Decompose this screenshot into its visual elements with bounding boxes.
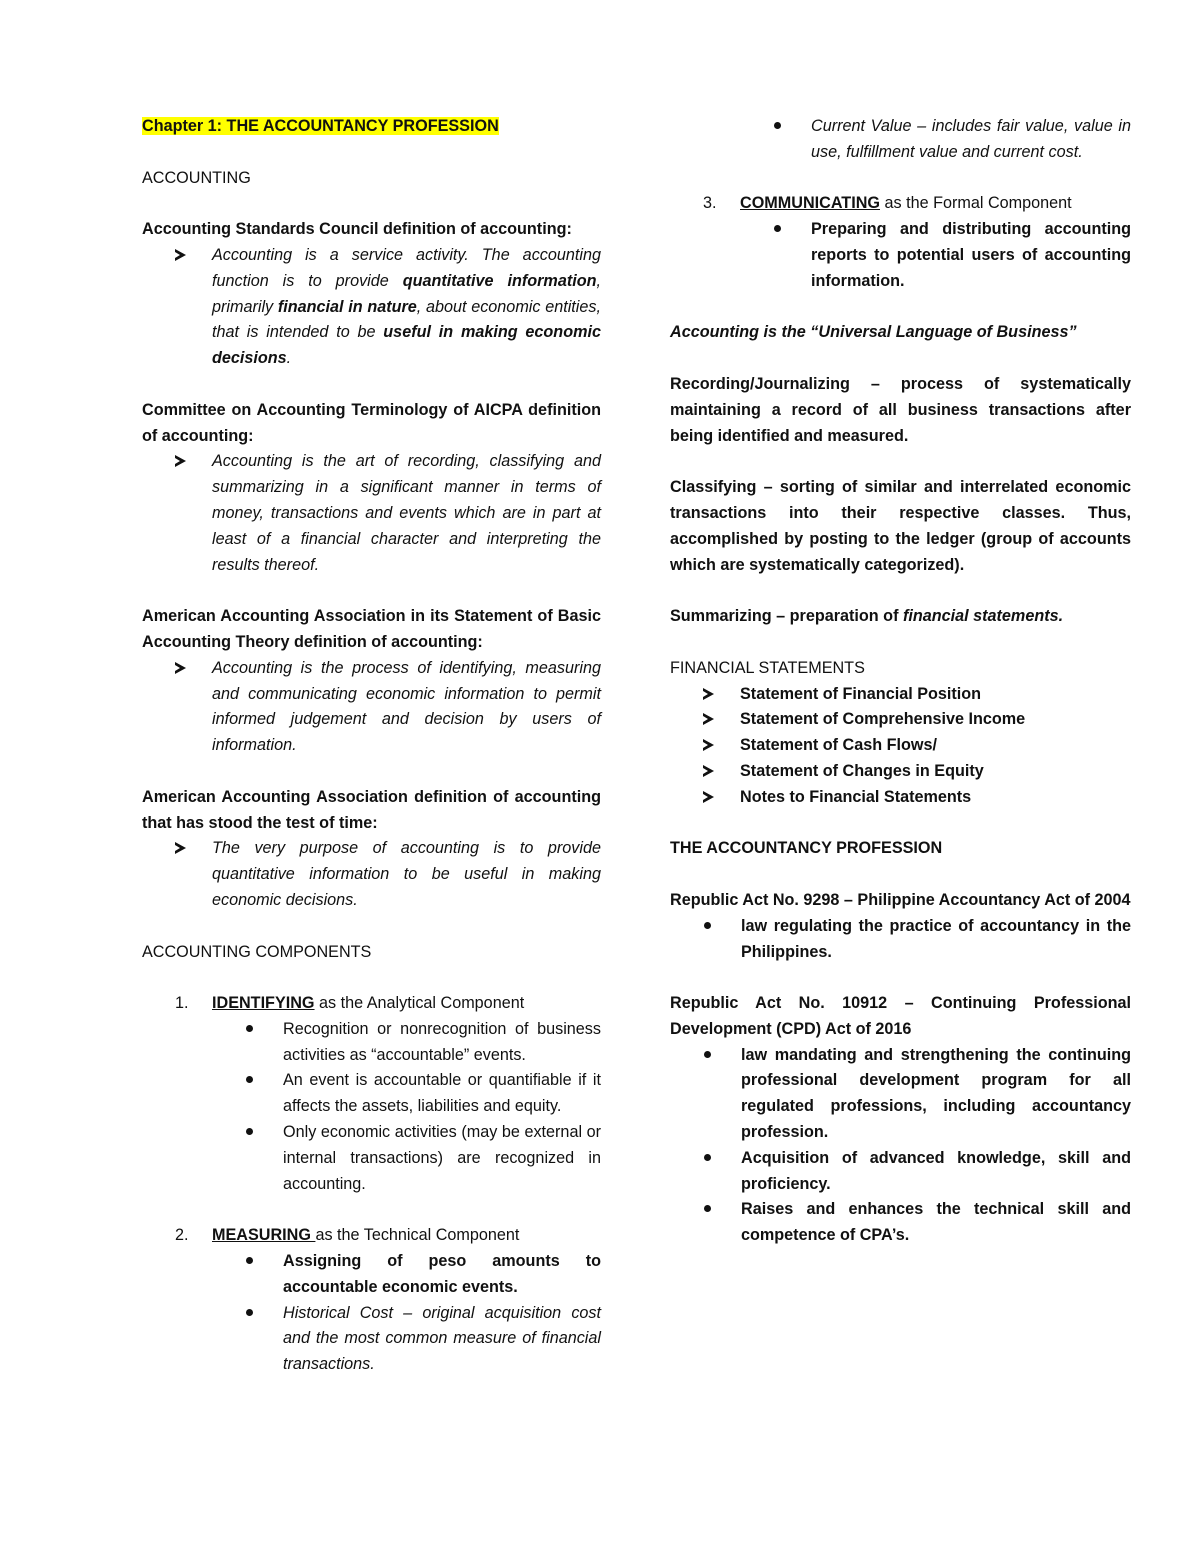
bullet-dot-icon	[774, 114, 781, 140]
list-item: law regulating the practice of accountancy in the Philippines.	[670, 914, 1131, 966]
aaa-definition-list	[142, 656, 601, 759]
component-1	[142, 991, 601, 1017]
recording-definition: Recording/Journalizing – process of systematically maintaining a record of all business transactions after being identified and measured.	[670, 374, 1131, 445]
list-item: Historical Cost – original acquisition cost and the most common measure of financial transactions.	[142, 1301, 601, 1378]
list-item: law mandating and strengthening the continuing professional development program for all regulated professions, including accountancy profession.	[670, 1043, 1131, 1146]
arrow-bullet-icon	[703, 682, 714, 708]
list-item: Assigning of peso amounts to accountable economic events.	[142, 1249, 601, 1301]
bullet-dot-icon	[704, 1197, 711, 1223]
arrow-bullet-icon	[703, 707, 714, 733]
bullet-dot-icon	[774, 217, 781, 243]
list-item: Accounting is the art of recording, classifying and summarizing in a significant manner in terms of money, transactions and events which are in part at least of a financial character and interpreting the results thereof.	[142, 449, 601, 578]
list-item: 2. MEASURING as the Technical Component	[175, 1226, 520, 1245]
aaa-test-of-time-heading: American Accounting Association definition of accounting that has stood the test of time:	[142, 787, 601, 832]
bullet-dot-icon	[246, 1017, 253, 1043]
component-3-bullets	[670, 217, 1131, 294]
bullet-dot-icon	[246, 1301, 253, 1327]
aaa-definition-heading: American Accounting Association in its Statement of Basic Accounting Theory definition of accounting:	[142, 607, 601, 651]
bullet-dot-icon	[246, 1249, 253, 1275]
right-column	[670, 114, 1131, 1249]
ra-9298-bullets	[670, 914, 1131, 966]
asc-definition-heading: Accounting Standards Council definition of accounting:	[142, 220, 572, 239]
ra-10912-heading: Republic Act No. 10912 – Continuing Professional Development (CPD) Act of 2016	[670, 994, 1131, 1038]
arrow-bullet-icon	[703, 759, 714, 785]
arrow-bullet-icon	[703, 785, 714, 811]
list-item: Raises and enhances the technical skill and competence of CPA’s.	[670, 1197, 1131, 1249]
list-item: The very purpose of accounting is to provide quantitative information to be useful in making economic decisions.	[142, 836, 601, 913]
list-item: Only economic activities (may be external or internal transactions) are recognized in accounting.	[142, 1120, 601, 1197]
fs-list	[670, 682, 1131, 811]
ra-10912-bullets	[670, 1043, 1131, 1249]
component-3	[670, 191, 1131, 217]
list-item: Acquisition of advanced knowledge, skill and proficiency.	[670, 1146, 1131, 1198]
current-value-list	[670, 114, 1131, 166]
list-item: Notes to Financial Statements	[670, 785, 1131, 811]
arrow-bullet-icon	[175, 836, 186, 862]
aicpa-definition-list	[142, 449, 601, 578]
aaa-test-of-time-list	[142, 836, 601, 913]
components-heading: ACCOUNTING COMPONENTS	[142, 942, 372, 961]
arrow-bullet-icon	[703, 733, 714, 759]
arrow-bullet-icon	[175, 449, 186, 475]
list-item: Accounting is a service activity. The accounting function is to provide quantitative information, primarily financial in nature, about economic entities, that is intended to be useful in making economic decisions.	[142, 243, 601, 372]
list-item: Accounting is the process of identifying, measuring and communicating economic information to permit informed judgement and decision by users of information.	[142, 656, 601, 759]
list-item: Statement of Changes in Equity	[670, 759, 1131, 785]
left-column	[142, 114, 601, 1378]
list-item: 1. IDENTIFYING as the Analytical Component	[175, 994, 525, 1013]
list-item: Statement of Financial Position	[670, 682, 1131, 708]
arrow-bullet-icon	[175, 243, 186, 269]
bullet-dot-icon	[246, 1068, 253, 1094]
aicpa-definition-heading: Committee on Accounting Terminology of AICPA definition of accounting:	[142, 400, 601, 445]
component-2-bullets	[142, 1249, 601, 1378]
list-item: Preparing and distributing accounting reports to potential users of accounting information.	[670, 217, 1131, 294]
fs-heading: FINANCIAL STATEMENTS	[670, 658, 865, 677]
asc-definition-list	[142, 243, 601, 372]
list-item: Recognition or nonrecognition of business activities as “accountable” events.	[142, 1017, 601, 1069]
list-item: Statement of Cash Flows/	[670, 733, 1131, 759]
list-item: 3. COMMUNICATING as the Formal Component	[703, 194, 1072, 213]
classifying-definition: Classifying – sorting of similar and interrelated economic transactions into their respective classes. Thus, accomplished by posting to the ledger (group of accounts which are systematically categorized).	[670, 478, 1131, 574]
component-1-bullets	[142, 1017, 601, 1198]
list-item: An event is accountable or quantifiable if it affects the assets, liabilities and equity.	[142, 1068, 601, 1120]
bullet-dot-icon	[246, 1120, 253, 1146]
chapter-title: Chapter 1: THE ACCOUNTANCY PROFESSION	[142, 117, 499, 135]
arrow-bullet-icon	[175, 656, 186, 682]
list-item: Statement of Comprehensive Income	[670, 707, 1131, 733]
component-2	[142, 1223, 601, 1249]
bullet-dot-icon	[704, 914, 711, 940]
accounting-heading: ACCOUNTING	[142, 168, 251, 187]
universal-language: Accounting is the “Universal Language of Business”	[670, 323, 1077, 342]
bullet-dot-icon	[704, 1146, 711, 1172]
ra-9298-heading: Republic Act No. 9298 – Philippine Accountancy Act of 2004	[670, 890, 1131, 909]
profession-heading: THE ACCOUNTANCY PROFESSION	[670, 839, 943, 858]
bullet-dot-icon	[704, 1043, 711, 1069]
summarizing-definition: Summarizing – preparation of financial statements.	[670, 607, 1064, 626]
list-item: Current Value – includes fair value, value in use, fulfillment value and current cost.	[670, 114, 1131, 166]
